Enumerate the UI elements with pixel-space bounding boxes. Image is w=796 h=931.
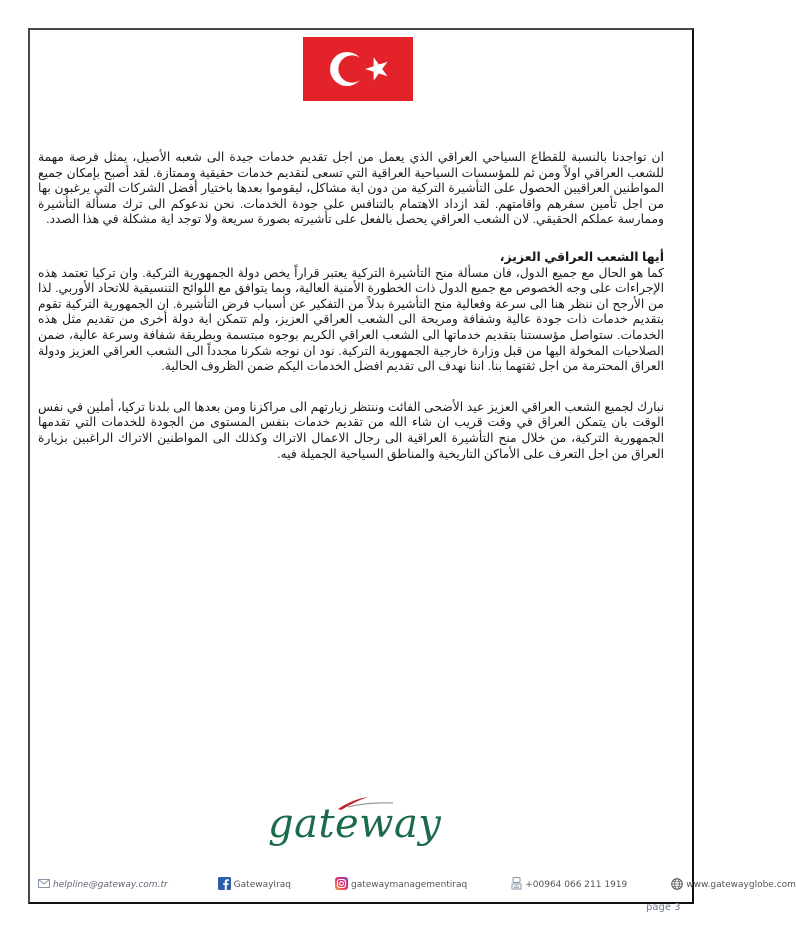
turkey-flag-icon — [303, 37, 413, 101]
salutation-heading: أيها الشعب العراقي العزيز، — [499, 249, 664, 264]
phone-number[interactable]: +00964 066 211 1919 — [525, 880, 628, 890]
instagram-icon — [335, 877, 348, 893]
footer-facebook[interactable] — [218, 877, 291, 893]
footer-website[interactable] — [671, 878, 796, 893]
gateway-logo — [268, 793, 442, 853]
facebook-icon — [218, 877, 231, 893]
instagram-handle[interactable]: gatewaymanagementiraq — [351, 880, 468, 890]
globe-icon — [671, 878, 683, 893]
paragraph-visa-policy: كما هو الحال مع جميع الدول، فان مسألة منح التأشيرة التركية يعتبر قراراً يخص دولة الجمهورية التركية. وان تركيا تعتمد هذه الإجراءات على وجه الخصوص مع جميع الدول ذات الخطورة الأمنية العالية، وبما يتوافق مع اللوائح التنسيقية للاتحاد الأوربي. لذا من الأرجح ان ننظر هنا الى سرعة وفعالية منح التأشيرة بدلاً من التفكير عن أسباب فرض التأشيرة. ان الجمهورية التركية تقوم بتقديم خدمات ذات جودة عالية وشفافة ومريحة الى الشعب العراقي العزيز، ولم تتمكن اية دولة أخرى من تقديم مثل هذه الخدمات. ستواصل مؤسستنا بتقديم خدماتها الى الشعب العراقي الكريم بوجوه مبتسمة وبطريقة شفافة وسرعة عالية، ضمن الصلاحيات المخولة اليها من قبل وزارة خارجية الجمهورية التركية. نود ان نوجه شكرنا مجدداً الى الشعب العراقي العزيز ودولة العراق المحترمة من اجل ثقتهما بنا. اننا نهدف الى تقديم افضل الخدمات اليكم ضمن الظروف الحالية. — [38, 265, 664, 374]
phone-icon — [511, 877, 522, 893]
paragraph-intro: ان تواجدنا بالنسبة للقطاع السياحي العراقي الذي يعمل من اجل تقديم خدمات جيدة الى شعبه الأصيل، يمثل فرصة مهمة للشعب العراقي اولاً ومن ثم للمؤسسات السياحية العراقية التي تسعى لتقديم خدمات حقيقية وممتازة. لقد أصبح بإمكان جميع المواطنين العراقيين الحصول على التأشيرة التركية من دون اية مشاكل، ليقوموا بعدها باختيار أفضل الشركات التي يرغبون بها من اجل تأمين سفرهم واقامتهم. لقد ازداد الاهتمام بالتنافس على جودة الخدمات. نحن ندعوكم الى ترك مسألة التأشيرة وممارسة عملكم الحقيقي. لان الشعب العراقي يحصل بالفعل على تأشيرته بصورة سريعة ولا توجد اية مشكلة في هذا الصدد. — [38, 150, 664, 227]
email-link[interactable]: helpline@gateway.com.tr — [53, 880, 168, 890]
page-number: page 3 — [646, 902, 681, 913]
footer-instagram[interactable] — [335, 877, 467, 893]
logo-wordmark: gateway — [268, 801, 442, 847]
letter-body — [38, 150, 664, 484]
footer-email[interactable] — [38, 879, 168, 891]
contact-footer — [38, 876, 796, 894]
facebook-handle[interactable]: GatewayIraq — [233, 880, 292, 890]
website-link[interactable]: www.gatewayglobe.com — [686, 880, 796, 890]
paragraph-eid-greeting: نبارك لجميع الشعب العراقي العزيز عيد الأضحى الفائت وننتظر زيارتهم الى مراكزنا ومن بعدها الى بلدنا تركيا، أملين في نفس الوقت بان يتمكن العراق في وقت قريب ان شاء الله من تقديم خدمات بنفس المستوى من الجودة للخدمات التي تقدمها الجمهورية التركية، من خلال منح التأشيرة العراقية الى رجال الاعمال الاتراك وكذلك الى المواطنين الاتراك الراغبين بزيارة العراق من اجل التعرف على الأماكن التاريخية والمناطق السياحية الجميلة فيه. — [38, 399, 664, 461]
envelope-icon — [38, 879, 50, 891]
footer-phone[interactable] — [511, 877, 627, 893]
